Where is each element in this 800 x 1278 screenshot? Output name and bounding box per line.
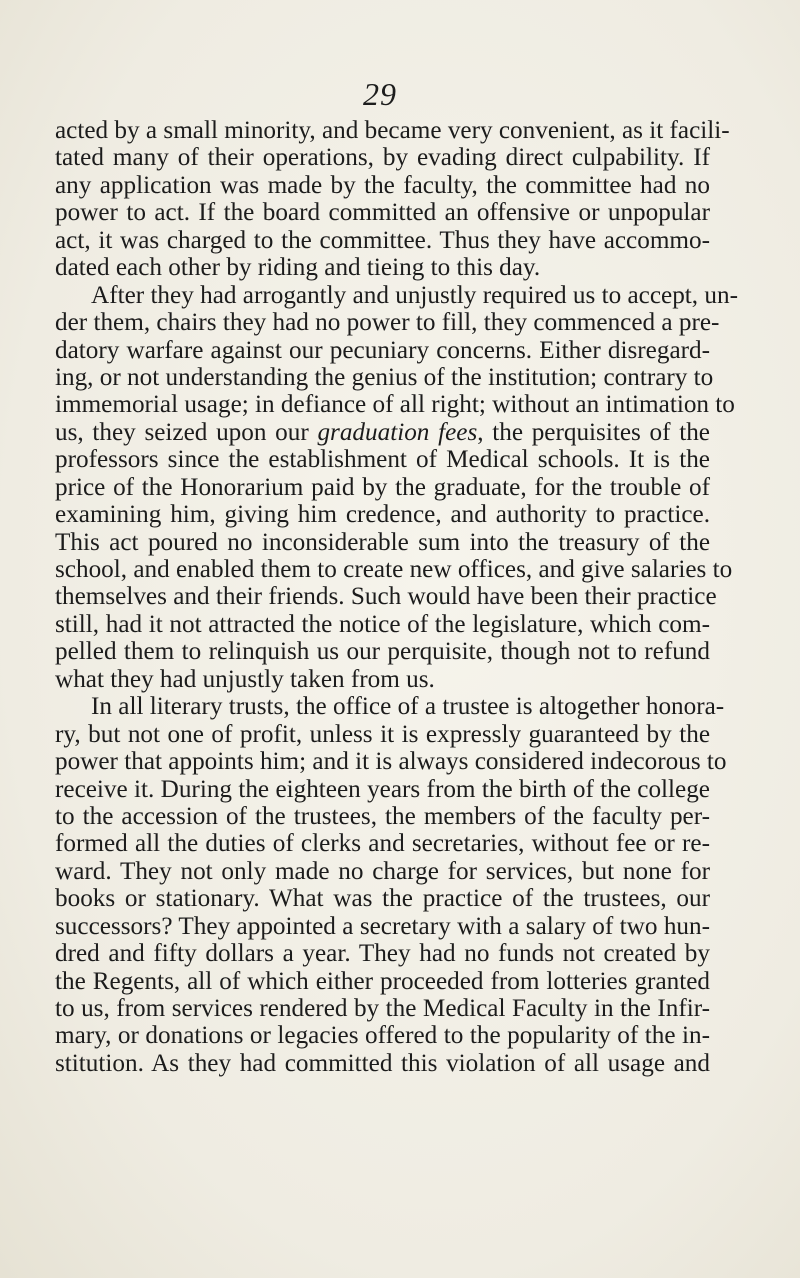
- text-line: power to act. If the board committed an offensive or unpopular: [55, 199, 710, 227]
- text-line: der them, chairs they had no power to fill, they commenced a pre-: [55, 309, 720, 337]
- text-segment: , the perquisites of the: [477, 418, 710, 446]
- text-line: acted by a small minority, and became very convenient, as it facili-: [55, 117, 730, 144]
- text-line: pelled them to relinquish us our perquisite, though not to refund: [55, 638, 710, 666]
- body-text: [55, 117, 738, 1077]
- text-line: In all literary trusts, the office of a trustee is altogether honora-: [91, 693, 725, 721]
- text-line: immemorial usage; in defiance of all right; without an intimation to: [55, 391, 735, 419]
- text-line: school, and enabled them to create new offices, and give salaries to: [55, 556, 733, 583]
- text-line: ry, but not one of profit, unless it is expressly guaranteed by the: [55, 720, 710, 748]
- italic-phrase: graduation fees: [317, 418, 478, 446]
- text-line: mary, or donations or legacies offered to the popularity of the in-: [55, 1022, 710, 1050]
- text-line: receive it. During the eighteen years from the birth of the college: [55, 775, 710, 803]
- text-line: books or stationary. What was the practice of the trustees, our: [55, 885, 710, 913]
- text-line: successors? They appointed a secretary with a salary of two hun-: [55, 912, 710, 940]
- text-line: the Regents, all of which either proceeded from lotteries granted: [55, 967, 710, 995]
- text-line: dated each other by riding and tieing to this day.: [55, 254, 541, 282]
- text-line: tated many of their operations, by evading direct culpability. If: [55, 144, 710, 172]
- text-line: what they had unjustly taken from us.: [55, 665, 435, 693]
- text-line: This act poured no inconsiderable sum into the treasury of the: [55, 528, 710, 556]
- text-line: power that appoints him; and it is always considered indecorous to: [55, 748, 727, 776]
- text-line: still, had it not attracted the notice of the legislature, which com-: [55, 610, 710, 638]
- text-line: to us, from services rendered by the Medical Faculty in the Infir-: [55, 995, 710, 1022]
- text-line: professors since the establishment of Medical schools. It is the: [55, 446, 710, 474]
- text-line: examining him, giving him credence, and authority to practice.: [55, 501, 710, 529]
- text-line: datory warfare against our pecuniary concerns. Either disregard-: [55, 336, 710, 364]
- text-line: formed all the duties of clerks and secretaries, without fee or re-: [55, 830, 710, 858]
- text-line: price of the Honorarium paid by the graduate, for the trouble of: [55, 473, 710, 501]
- text-line: dred and fifty dollars a year. They had no funds not created by: [55, 940, 710, 968]
- text-line: themselves and their friends. Such would have been their practice: [55, 583, 717, 611]
- text-line: to the accession of the trustees, the members of the faculty per-: [55, 802, 710, 830]
- text-line: stitution. As they had committed this violation of all usage and: [55, 1049, 710, 1077]
- text-line: act, it was charged to the committee. Thus they have accommo-: [55, 226, 710, 254]
- text-line: any application was made by the faculty, the committee had no: [55, 171, 710, 199]
- text-line: [55, 419, 710, 446]
- text-line: ing, or not understanding the genius of the institution; contrary to: [55, 363, 714, 391]
- text-line: ward. They not only made no charge for services, but none for: [55, 857, 710, 885]
- text-segment: us, they seized upon our: [55, 418, 318, 446]
- text-line: After they had arrogantly and unjustly required us to accept, un-: [91, 281, 738, 309]
- page-number: 29: [363, 76, 397, 112]
